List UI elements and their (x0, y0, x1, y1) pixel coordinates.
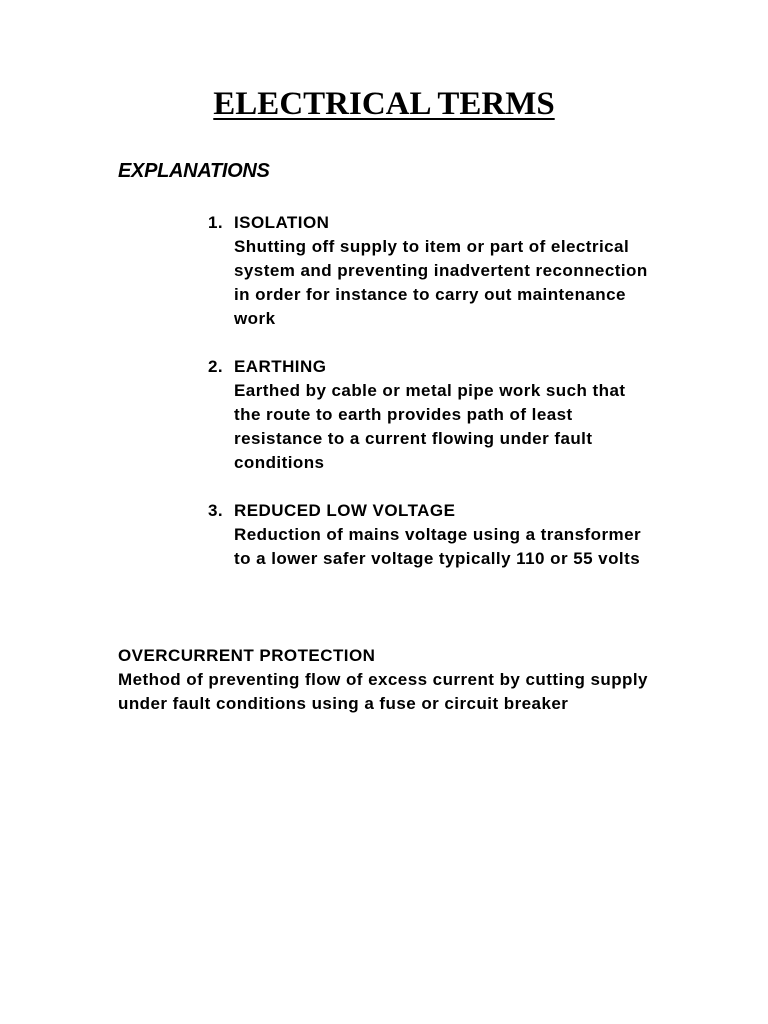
term-heading: REDUCED LOW VOLTAGE (234, 501, 456, 520)
term-description: Reduction of mains voltage using a transformer to a lower safer voltage typically 110 or 55 volts (234, 525, 642, 568)
section-subheading: EXPLANATIONS (118, 160, 270, 182)
term-description: Earthed by cable or metal pipe work such that the route to earth provides path of least resistance to a current flowing under fault conditions (234, 381, 626, 472)
overcurrent-description: Method of preventing flow of excess current by cutting supply under fault conditions using a fuse or circuit breaker (118, 670, 648, 713)
page-title: ELECTRICAL TERMS (213, 86, 555, 122)
terms-list (208, 211, 648, 595)
term-body (234, 355, 648, 475)
term-item-isolation (208, 211, 648, 331)
term-heading: EARTHING (234, 357, 327, 376)
term-item-earthing (208, 355, 648, 475)
overcurrent-section (118, 644, 658, 716)
term-description: Shutting off supply to item or part of electrical system and preventing inadvertent reconnection in order for instance to carry out maintenance work (234, 237, 648, 328)
term-number: 3. (208, 501, 224, 520)
term-body (234, 211, 648, 331)
overcurrent-heading: OVERCURRENT PROTECTION (118, 646, 376, 665)
term-number: 2. (208, 357, 224, 376)
term-body (234, 499, 648, 571)
term-number: 1. (208, 213, 224, 232)
term-heading: ISOLATION (234, 213, 330, 232)
term-item-reduced-low-voltage (208, 499, 648, 571)
